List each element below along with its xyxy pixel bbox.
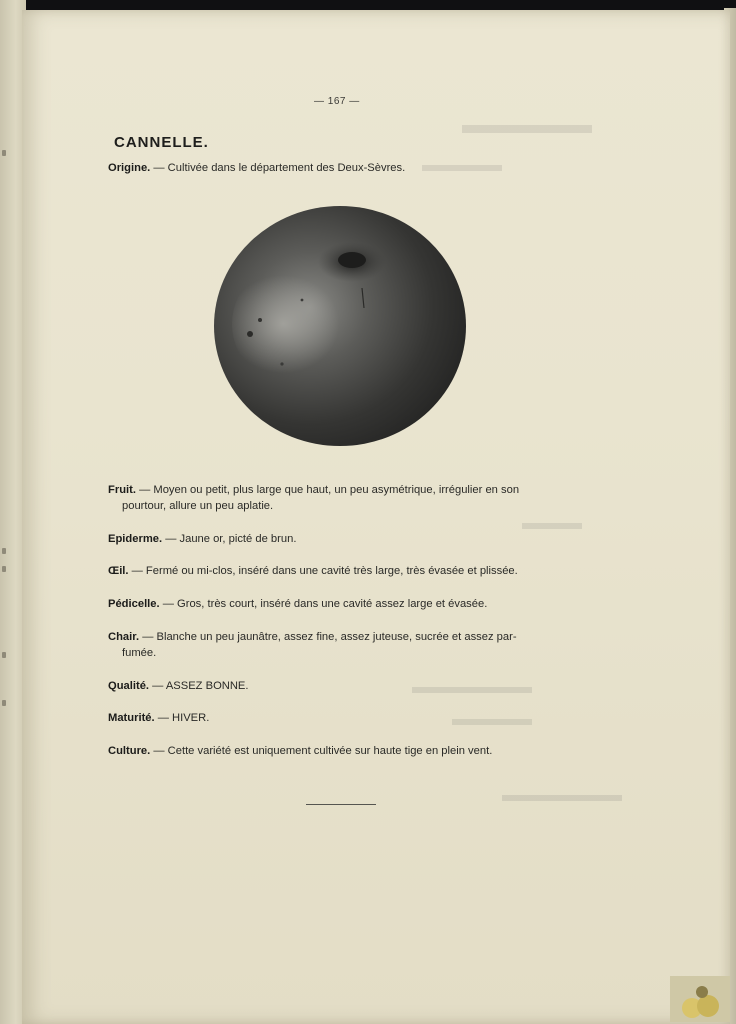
- book-page: [22, 10, 730, 1024]
- show-through-shadow: [462, 122, 592, 134]
- field-text: — HIVER.: [154, 712, 210, 724]
- left-page-mark: [2, 566, 6, 572]
- field-fruit: [108, 482, 578, 514]
- field-text: — Blanche un peu jaunâtre, assez fine, assez juteuse, sucrée et assez par-: [139, 631, 517, 643]
- field-text: — Jaune or, picté de brun.: [162, 533, 297, 545]
- left-page-mark: [2, 700, 6, 706]
- field-qualite: [108, 678, 578, 694]
- field-chair: [108, 629, 578, 661]
- field-continuation: pourtour, allure un peu aplatie.: [122, 500, 274, 512]
- fruit-thumbnail-icon: [670, 976, 730, 1022]
- show-through-shadow: [522, 518, 582, 528]
- field-maturite: [108, 710, 578, 726]
- field-epiderme: [108, 531, 578, 547]
- field-culture: [108, 743, 578, 759]
- field-continuation: fumée.: [122, 647, 157, 659]
- field-label: Œil.: [108, 565, 129, 577]
- field-label: Epiderme.: [108, 533, 163, 545]
- field-text: — Gros, très court, inséré dans une cavité assez large et évasée.: [159, 598, 488, 610]
- origin-text: — Cultivée dans le département des Deux-Sèvres.: [150, 162, 406, 174]
- field-text: — Cette variété est uniquement cultivée sur haute tige en plein vent.: [150, 745, 493, 757]
- show-through-shadow: [502, 790, 622, 800]
- left-page-mark: [2, 150, 6, 156]
- left-page-mark: [2, 652, 6, 658]
- field-label: Fruit.: [108, 484, 136, 496]
- field-text: — ASSEZ BONNE.: [149, 680, 249, 692]
- field-label: Maturité.: [108, 712, 155, 724]
- page-number: — 167 —: [314, 96, 360, 107]
- variety-title: CANNELLE.: [114, 134, 209, 151]
- left-page-mark: [2, 548, 6, 554]
- field-label: Pédicelle.: [108, 598, 160, 610]
- field-pedicelle: [108, 596, 578, 612]
- origin-label: Origine.: [108, 162, 151, 174]
- field-label: Chair.: [108, 631, 140, 643]
- origin-line: [108, 160, 578, 176]
- end-rule: [306, 804, 376, 805]
- field-oeil: [108, 563, 578, 579]
- field-text: — Moyen ou petit, plus large que haut, un peu asymétrique, irrégulier en son: [135, 484, 520, 496]
- field-label: Qualité.: [108, 680, 150, 692]
- field-label: Culture.: [108, 745, 151, 757]
- field-text: — Fermé ou mi-clos, inséré dans une cavité très large, très évasée et plissée.: [128, 565, 518, 577]
- apple-photograph-icon: [212, 204, 468, 448]
